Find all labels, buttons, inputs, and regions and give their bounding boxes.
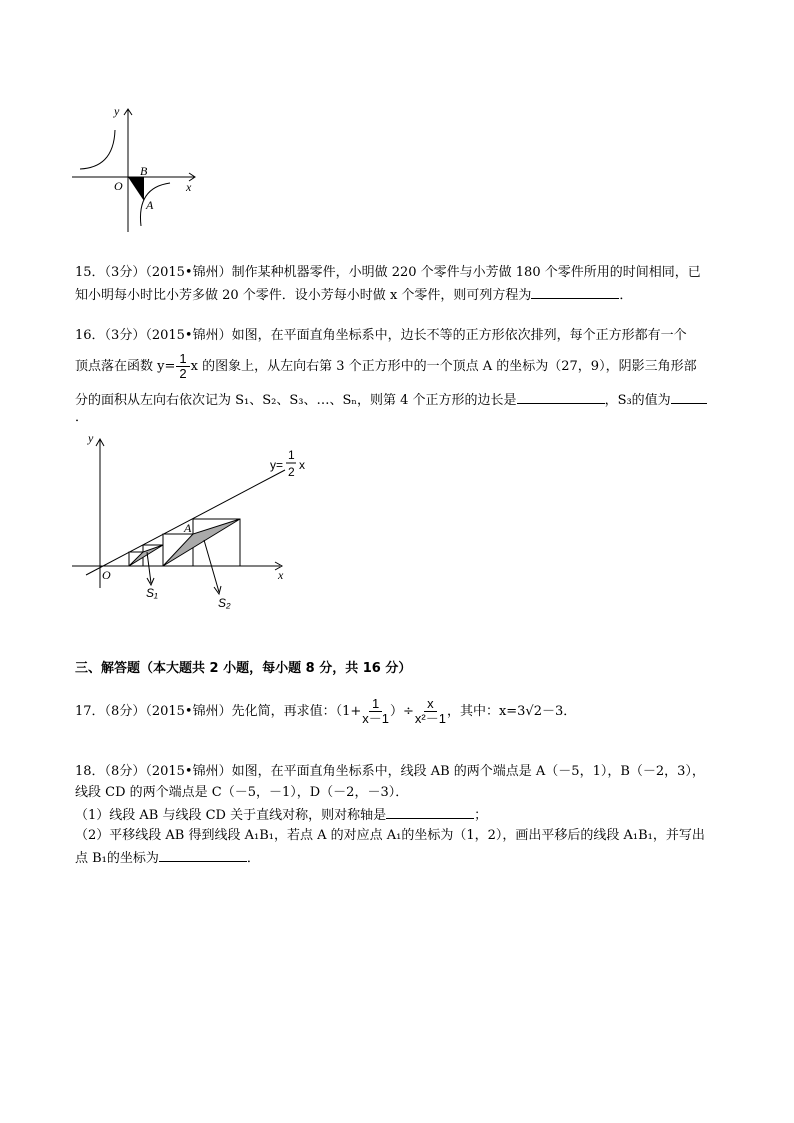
answer-blank-1[interactable] <box>517 391 605 404</box>
fraction-numerator: 1 <box>369 697 382 712</box>
q15-line1: 15．（3分）（2015•锦州）制作某种机器零件，小明做 220 个零件与小芳做 180 个零件所用的时间相同，已 <box>75 265 701 280</box>
label-x: x <box>186 180 192 194</box>
eq-label-b: x <box>299 458 305 472</box>
q16-text-b: x 的图象上，从左向右第 3 个正方形中的一个顶点 A 的坐标为（27，9），阴影三角形部 <box>190 359 697 374</box>
answer-blank[interactable] <box>159 849 247 862</box>
answer-blank-2[interactable] <box>671 391 707 404</box>
answer-blank[interactable] <box>531 286 619 299</box>
label-y: y <box>114 104 120 118</box>
q16-end: ． <box>75 410 89 425</box>
fraction-denominator: 2 <box>179 366 187 381</box>
fraction-denominator: x－1 <box>362 711 389 726</box>
q16-text-d: ，S₃的值为 <box>604 393 671 408</box>
q18-line4: （2）平移线段 AB 得到线段 A₁B₁，若点 A 的对应点 A₁的坐标为（1，2），画出平移后的线段 A₁B₁，并写出 <box>75 828 705 843</box>
label-O: O <box>114 179 123 193</box>
shaded-triangle-s1 <box>129 545 163 566</box>
fraction-numerator: x <box>424 697 437 712</box>
hyperbola-branch-upper <box>80 130 115 169</box>
q18-line2: 线段 CD 的两个端点是 C（－5，－1），D（－2，－3）． <box>75 785 409 800</box>
shaded-triangle <box>128 177 144 201</box>
q15-line2 <box>75 286 632 304</box>
q18-punct: ； <box>474 808 488 823</box>
q17-text-a: 17．（8分）（2015•锦州）先化简，再求值：（1+ <box>75 704 362 719</box>
q15-text: 知小明每小时比小芳多做 20 个零件．设小芳每小时做 x 个零件，则可列方程为 <box>75 288 532 303</box>
answer-blank[interactable] <box>386 806 474 819</box>
eq-label-num: 1 <box>288 448 295 462</box>
section-3-heading: 三、解答题（本大题共 2 小题，每小题 8 分，共 16 分） <box>75 661 412 676</box>
q16-line2 <box>75 352 697 381</box>
fraction-one-half <box>176 352 189 381</box>
label-A: A <box>146 198 154 212</box>
q18-line3 <box>75 806 487 824</box>
q16-line3 <box>75 391 707 409</box>
q18-text: （1）线段 AB 与线段 CD 关于直线对称，则对称轴是 <box>75 808 387 823</box>
label-y: y <box>88 431 94 445</box>
q15-end: ． <box>619 288 633 303</box>
fraction-numerator: 1 <box>176 352 189 367</box>
fraction-denominator: x²－1 <box>414 711 446 726</box>
figure-q16-squares <box>72 431 305 610</box>
q18-punct: ． <box>246 851 260 866</box>
q16-line1: 16．（3分）（2015•锦州）如图，在平面直角坐标系中，边长不等的正方形依次排列，每个正方形都有一个 <box>75 328 687 343</box>
label-O: O <box>102 568 111 582</box>
fraction-1 <box>362 697 389 726</box>
q18-line1: 18．（8分）（2015•锦州）如图，在平面直角坐标系中，线段 AB 的两个端点是 A（－5，1），B（－2，3）， <box>75 764 705 779</box>
label-S2: S₂ <box>218 596 231 610</box>
q16-text-c: 分的面积从左向右依次记为 S₁、S₂、S₃、…、Sₙ，则第 4 个正方形的边长是 <box>75 393 517 408</box>
label-x: x <box>278 568 284 582</box>
label-A: A <box>184 521 192 535</box>
q18-text: 点 B₁的坐标为 <box>75 851 159 866</box>
eq-label-den: 2 <box>288 465 295 479</box>
q17-text-c: ，其中：x=3√2－3． <box>446 704 577 719</box>
q18-line5 <box>75 849 260 867</box>
shaded-triangle-s2 <box>163 519 240 566</box>
hyperbola-branch-lower <box>140 183 170 226</box>
fraction-2 <box>415 697 446 726</box>
label-S1: S₁ <box>146 586 158 600</box>
q17 <box>75 697 576 726</box>
q16-text-a: 顶点落在函数 y= <box>75 359 176 374</box>
eq-label-a: y= <box>270 458 284 472</box>
label-B: B <box>140 164 148 178</box>
q17-text-b: ）÷ <box>389 704 414 719</box>
